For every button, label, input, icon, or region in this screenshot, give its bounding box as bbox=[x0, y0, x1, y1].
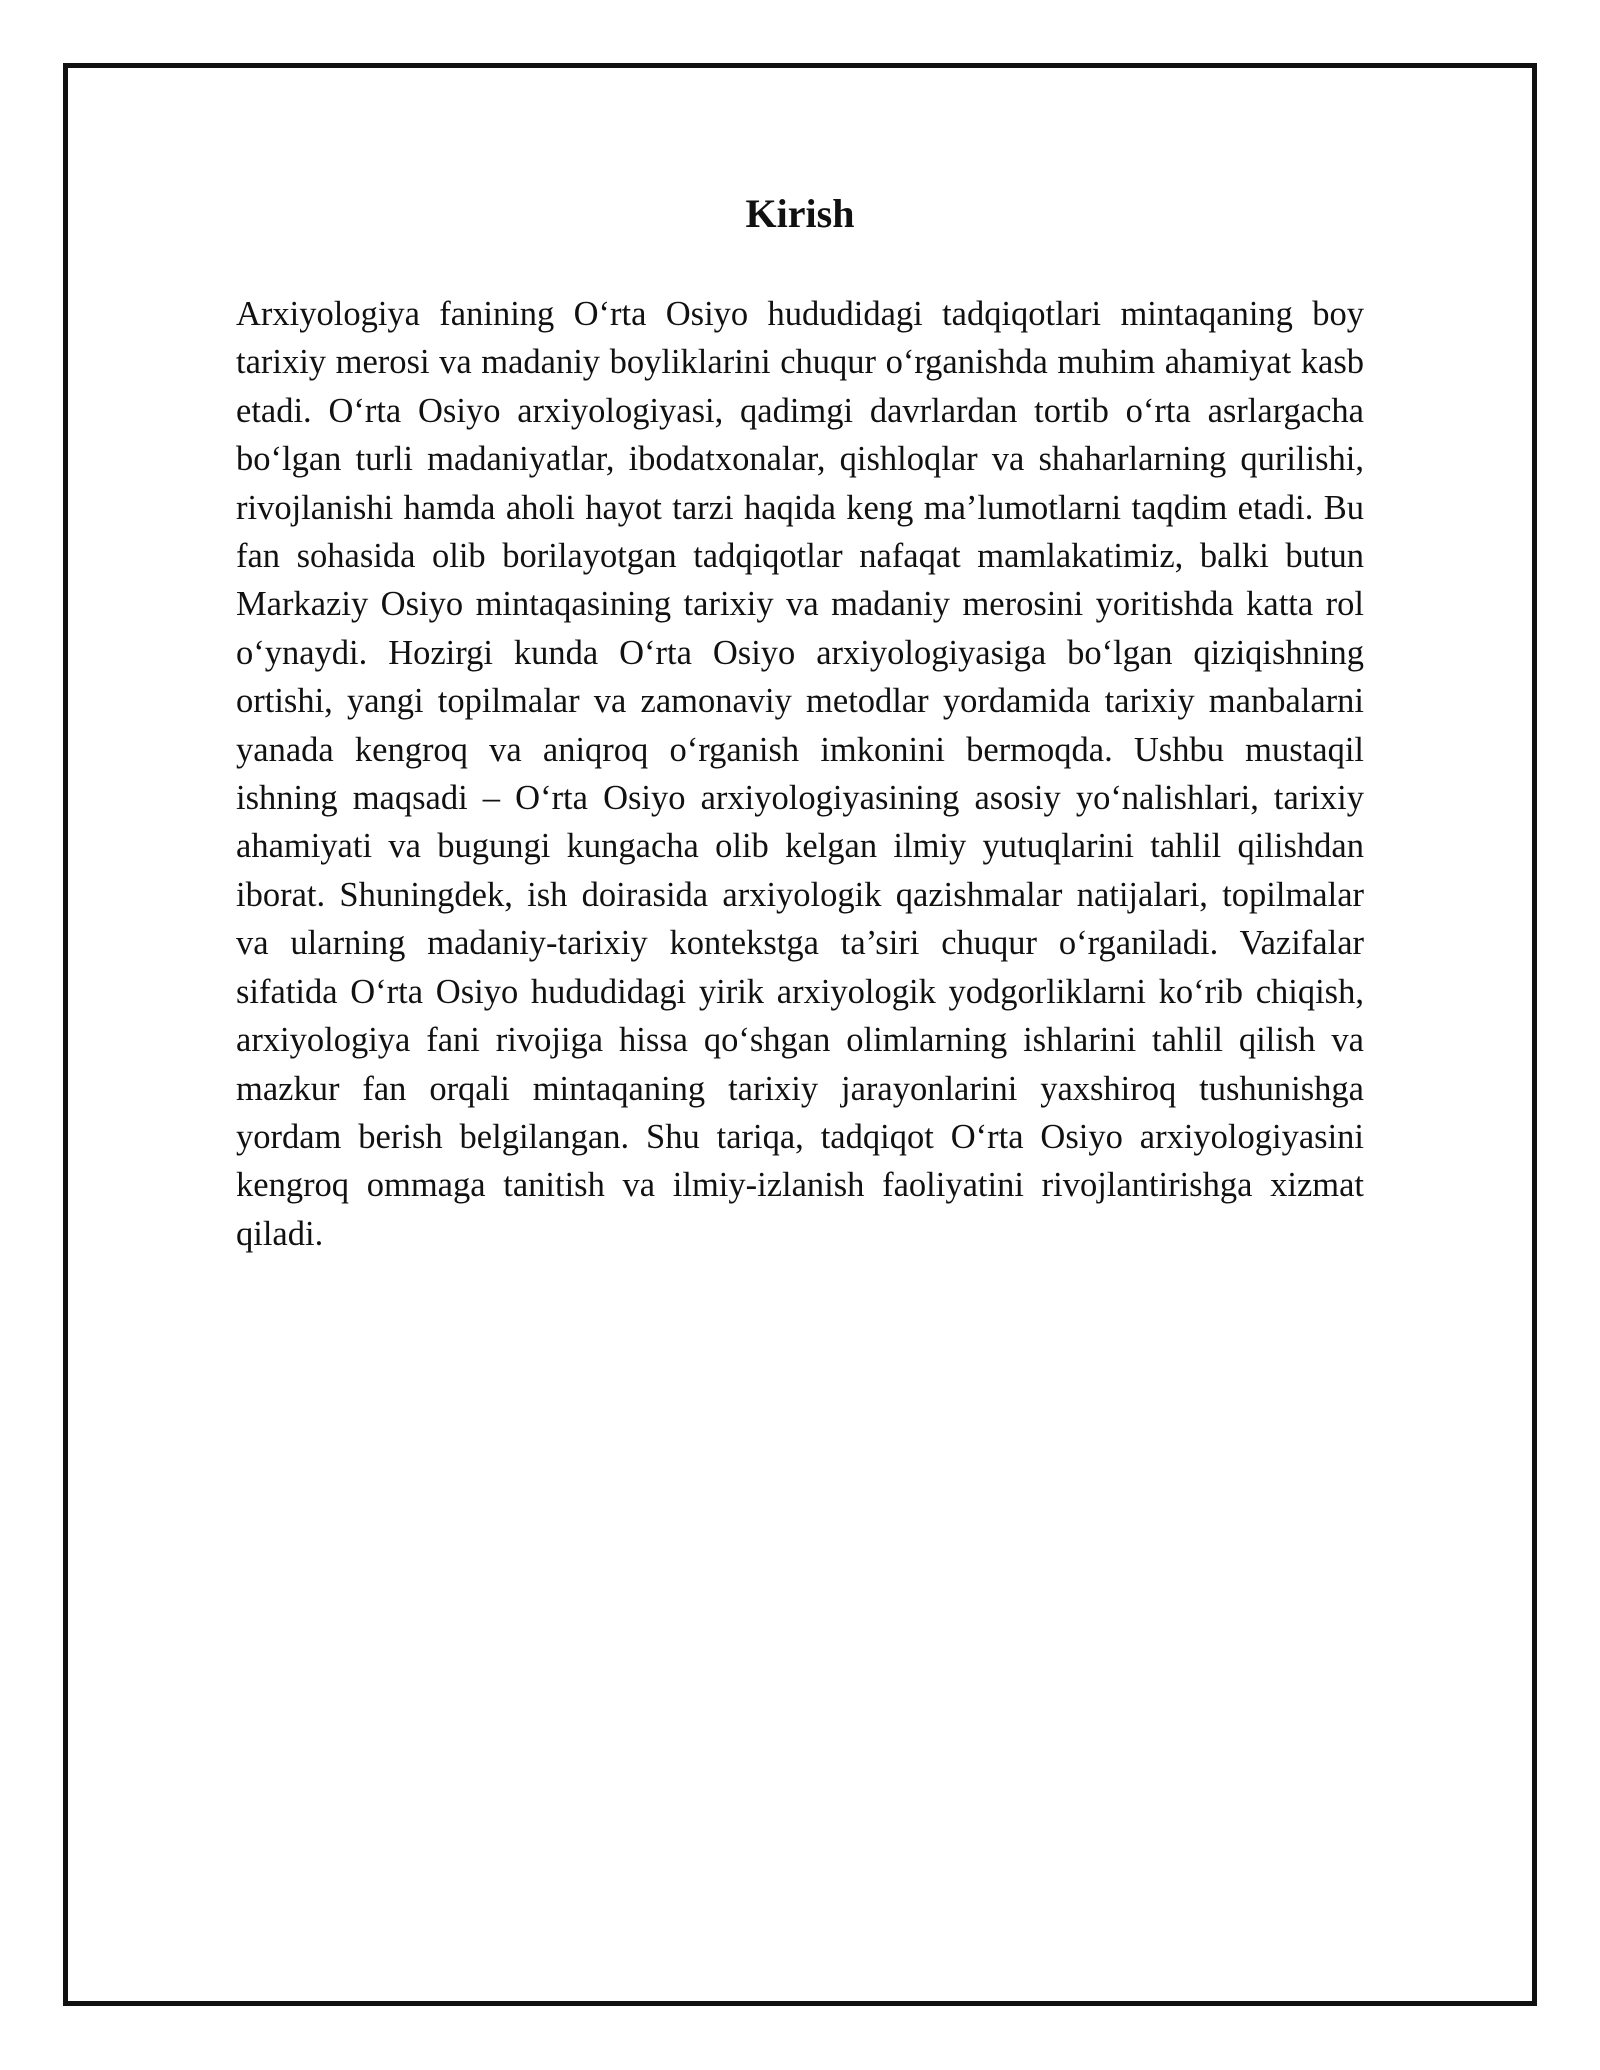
page-title: Kirish bbox=[745, 191, 855, 236]
body-paragraph: Arxiyologiya fanining O‘rta Osiyo hududidagi tadqiqotlari mintaqaning boy tarixiy merosi va madaniy boyliklarini chuqur o‘rganishda muhim ahamiyat kasb etadi. O‘rta Osiyo arxiyologiyasi, qadimgi davrlardan tortib o‘rta asrlargacha bo‘lgan turli madaniyatlar, ibodatxonalar, qishloqlar va shaharlarning qurilishi, rivojlanishi hamda aholi hayot tarzi haqida keng ma’lumotlarni taqdim etadi. Bu fan sohasida olib borilayotgan tadqiqotlar nafaqat mamlakatimiz, balki butun Markaziy Osiyo mintaqasining tarixiy va madaniy merosini yoritishda katta rol o‘ynaydi. Hozirgi kunda O‘rta Osiyo arxiyologiyasiga bo‘lgan qiziqishning ortishi, yangi topilmalar va zamonaviy metodlar yordamida tarixiy manbalarni yanada kengroq va aniqroq o‘rganish imkonini bermoqda. Ushbu mustaqil ishning maqsadi – O‘rta Osiyo arxiyologiyasining asosiy yo‘nalishlari, tarixiy ahamiyati va bugungi kungacha olib kelgan ilmiy yutuqlarini tahlil qilishdan iborat. Shuningdek, ish doirasida arxiyologik qazishmalar natijalari, topilmalar va ularning madaniy-tarixiy kontekstga ta’siri chuqur o‘rganiladi. Vazifalar sifatida O‘rta Osiyo hududidagi yirik arxiyologik yodgorliklarni ko‘rib chiqish, arxiyologiya fani rivojiga hissa qo‘shgan olimlarning ishlarini tahlil qilish va mazkur fan orqali mintaqaning tarixiy jarayonlarini yaxshiroq tushunishga yordam berish belgilangan. Shu tariqa, tadqiqot O‘rta Osiyo arxiyologiyasini kengroq ommaga tanitish va ilmiy-izlanish faoliyatini rivojlantirishga xizmat qiladi. bbox=[236, 295, 1364, 1253]
